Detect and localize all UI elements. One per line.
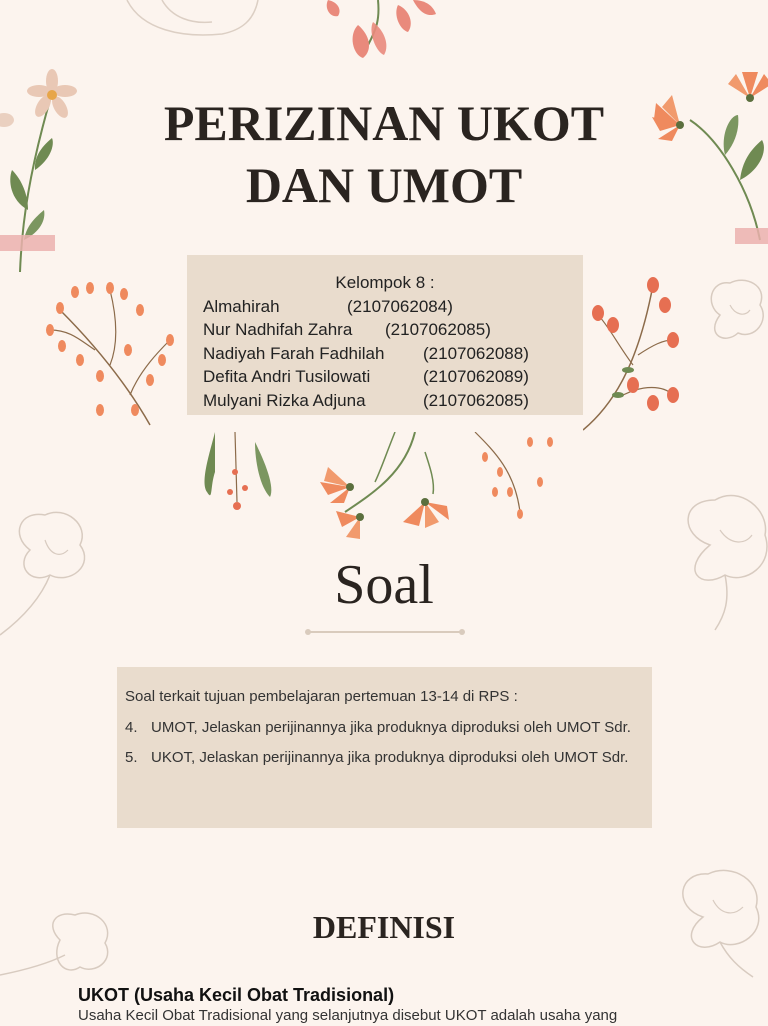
leaf-outline-top xyxy=(122,0,262,40)
soal-box xyxy=(117,667,652,828)
floral-decoration-left-sprig xyxy=(40,280,190,430)
floral-decoration-right-sprig xyxy=(583,275,703,435)
soal-item xyxy=(125,713,643,743)
definisi-title: DEFINISI xyxy=(312,909,456,945)
member-nim: (2107062084) xyxy=(347,296,453,316)
floral-decoration-top-center xyxy=(318,0,448,60)
floral-decoration-center xyxy=(175,432,595,542)
member-row xyxy=(203,295,583,319)
member-name: Mulyani Rizka Adjuna xyxy=(203,390,366,410)
member-name: Nadiyah Farah Fadhilah xyxy=(203,343,385,363)
soal-intro: Soal terkait tujuan pembelajaran pertemuan 13-14 di RPS : xyxy=(125,688,518,705)
soal-item-number: 5. xyxy=(125,749,138,766)
flower-outline-right xyxy=(700,275,768,355)
soal-item-number: 4. xyxy=(125,719,138,736)
member-nim: (2107062088) xyxy=(423,343,529,363)
member-nim: (2107062085) xyxy=(385,320,491,339)
soal-item xyxy=(125,743,643,773)
soal-item-text: UMOT, Jelaskan perijinannya jika produknya diproduksi oleh UMOT Sdr. xyxy=(151,719,631,736)
group-members-box xyxy=(187,255,583,415)
soal-item-text: UKOT, Jelaskan perijinannya jika produknya diproduksi oleh UMOT Sdr. xyxy=(151,749,629,766)
member-row xyxy=(203,389,583,413)
section-divider xyxy=(308,631,462,633)
group-heading: Kelompok 8 : xyxy=(335,273,435,292)
title-line-1: PERIZINAN UKOT xyxy=(163,95,605,151)
title-line-2: DAN UMOT xyxy=(245,157,523,213)
page-title xyxy=(0,92,768,216)
member-name: Defita Andri Tusilowati xyxy=(203,367,371,386)
member-row xyxy=(203,318,583,342)
member-row xyxy=(203,342,583,366)
member-name: Nur Nadhifah Zahra xyxy=(203,320,353,339)
ukot-definition-text: Usaha Kecil Obat Tradisional yang selanjutnya disebut UKOT adalah usaha yang xyxy=(78,1007,618,1024)
soal-title: Soal xyxy=(334,554,434,616)
member-nim: (2107062085) xyxy=(423,390,529,410)
ukot-heading: UKOT (Usaha Kecil Obat Tradisional) xyxy=(78,985,395,1005)
member-row xyxy=(203,365,583,389)
member-name: Almahirah xyxy=(203,296,280,316)
member-nim: (2107062089) xyxy=(423,367,529,386)
